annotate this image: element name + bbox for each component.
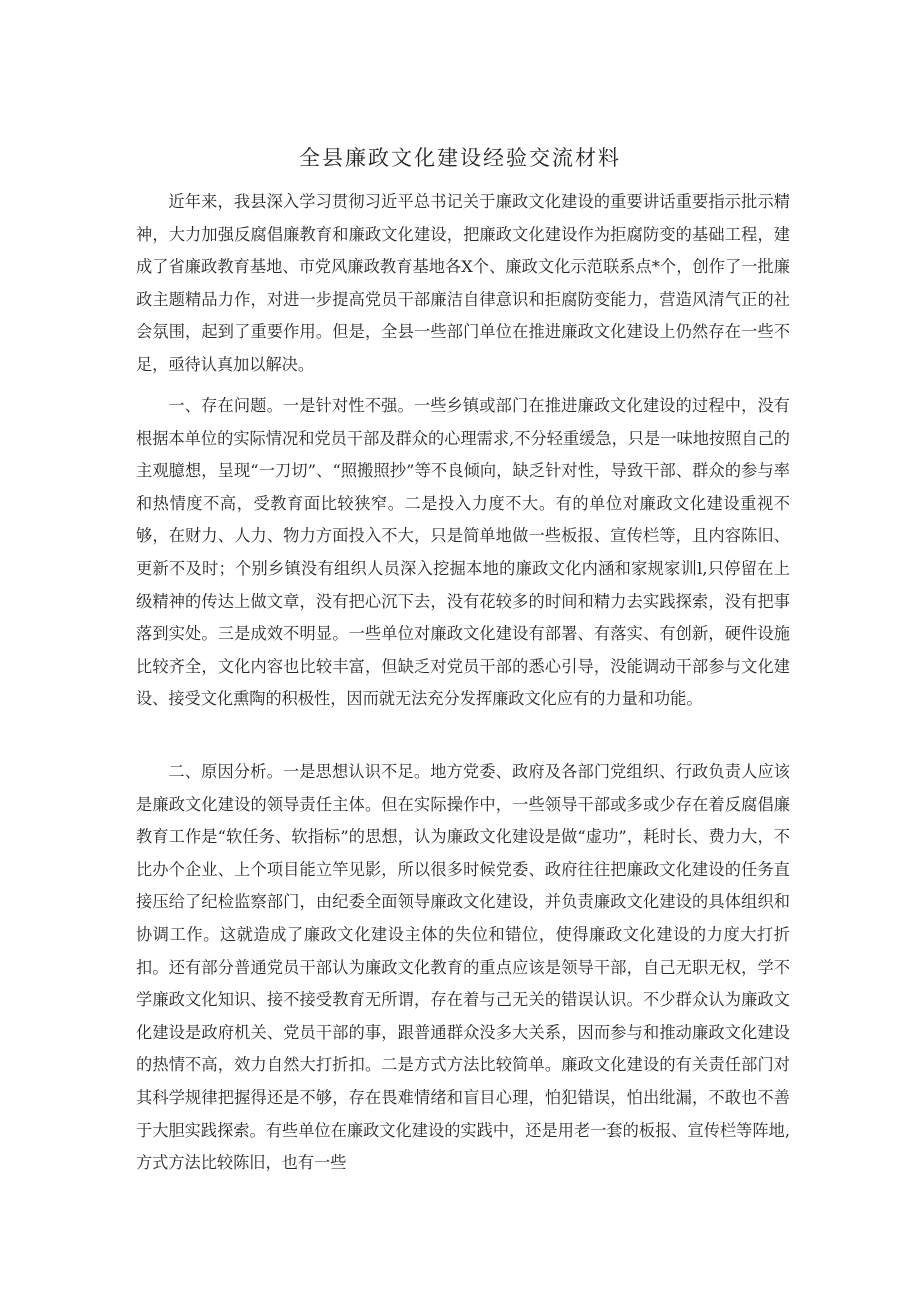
paragraph-causes: 二、原因分析。一是思想认识不足。地方党委、政府及各部门党组织、行政负责人应该是廉政文化建设的领导责任主体。但在实际操作中，一些领导干部或多或少存在着反腐倡廉教育工作是“软任务、软指标”的思想，认为廉政文化建设是做“虚功”，耗时长、费力大，不比办个企业、上个项目能立竿见影，所以很多时候党委、政府往往把廉政文化建设的任务直接压给了纪检监察部门，由纪委全面领导廉政文化建设，并负责廉政文化建设的具体组织和协调工作。这就造成了廉政文化建设主体的失位和错位，使得廉政文化建设的力度大打折扣。还有部分普通党员干部认为廉政文化教育的重点应该是领导干部，自己无职无权，学不学廉政文化知识、接不接受教育无所谓，存在着与己无关的错误认识。不少群众认为廉政文化建设是政府机关、党员干部的事，跟普通群众没多大关系，因而参与和推动廉政文化建设的热情不高，效力自然大打折扣。二是方式方法比较简单。廉政文化建设的有关责任部门对其科学规律把握得还是不够，存在畏难情绪和盲目心理，怕犯错误，怕出纰漏，不敢也不善于大胆实践探索。有些单位在廉政文化建设的实践中，还是用老一套的板报、宣传栏等阵地,方式方法比较陈旧，也有一些 — [136, 762, 790, 1173]
paragraph-problems: 一、存在问题。一是针对性不强。一些乡镇或部门在推进廉政文化建设的过程中，没有根据本单位的实际情况和党员干部及群众的心理需求,不分轻重缓急，只是一味地按照自己的主观臆想，呈现“一刀切”、“照搬照抄”等不良倾向，缺乏针对性，导致干部、群众的参与率和热情度不高，受教育面比较狭窄。二是投入力度不大。有的单位对廉政文化建设重视不够，在财力、人力、物力方面投入不大，只是简单地做一些板报、宣传栏等，且内容陈旧、更新不及时；个别乡镇没有组织人员深入挖掘本地的廉政文化内涵和家规家训l,只停留在上级精神的传达上做文章，没有把心沉下去，没有花较多的时间和精力去实践探索，没有把事落到实处。三是成效不明显。一些单位对廉政文化建设有部署、有落实、有创新，硬件设施比较齐全，文化内容也比较丰富，但缺乏对党员干部的悉心引导，没能调动干部参与文化建设、接受文化熏陶的积极性，因而就无法充分发挥廉政文化应有的力量和功能。 — [136, 396, 790, 709]
paragraph-intro: 近年来，我县深入学习贯彻习近平总书记关于廉政文化建设的重要讲话重要指示批示精神，大力加强反腐倡廉教育和廉政文化建设，把廉政文化建设作为拒腐防变的基础工程，建成了省廉政教育基地、市党风廉政教育基地各X个、廉政文化示范联系点*个，创作了一批廉政主题精品力作，对进一步提高党员干部廉洁自律意识和拒腐防变能力，营造风清气正的社会氛围，起到了重要作用。但是，全县一些部门单位在推进廉政文化建设上仍然存在一些不足，亟待认真加以解决。 — [136, 192, 790, 374]
document-title: 全县廉政文化建设经验交流材料 — [299, 146, 621, 170]
